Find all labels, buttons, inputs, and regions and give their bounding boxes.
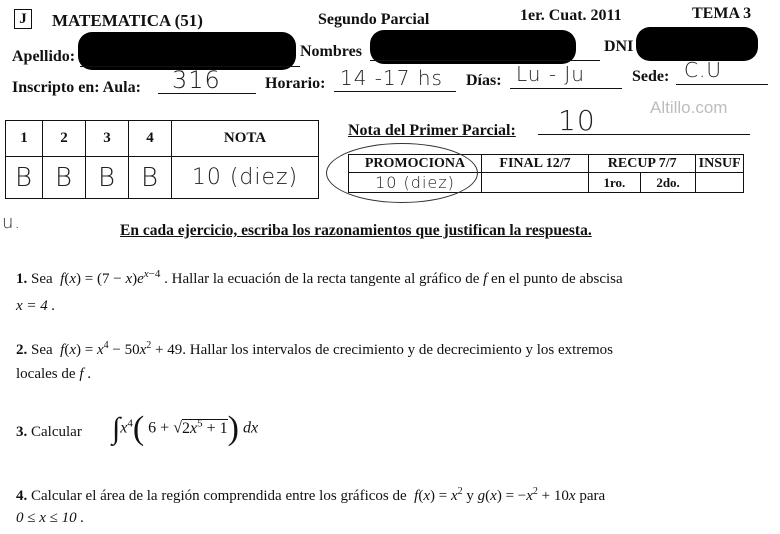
tema-letter-box [14,9,32,29]
watermark-text: Altillo.com [650,98,728,117]
exercise-4-number: 4. [16,488,28,504]
nombres-label: Nombres [300,43,362,60]
exercise-4-text: Calcular el área de la región comprendida entre los gráficos de [31,488,407,504]
grade-ex2[interactable]: B [43,157,86,199]
grades-header-nota: NOTA [172,121,319,157]
grades-header-1: 1 [6,121,43,157]
apellido-label: Apellido: [12,48,76,65]
instruction-text: En cada ejercicio, escriba los razonamientos que justifican la respuesta. [120,222,592,239]
dias-label: Días: [466,72,502,89]
exercise-2-text: . Hallar los intervalos de crecimiento y de decrecimiento y los extremos [182,342,613,358]
dias-line [510,88,622,89]
dni-label: DNI [604,38,634,55]
exercise-4-f: $f(x) = x^2$ [410,486,463,504]
exercise-4-g: $g(x) = -x^2 + 10x$ [477,486,576,504]
status-header-final: FINAL 12/7 [482,155,589,173]
redacted-apellido [78,32,296,70]
exercise-2-dot: . [87,366,91,382]
exercise-2-formula: $f(x) = x^4 - 50x^2 + 49$ [56,340,183,358]
grades-header-3: 3 [86,121,129,157]
first-partial-line [538,134,750,135]
promociona-circle [326,143,478,203]
inscripto-label: Inscripto en: Aula: [12,79,141,96]
grade-ex4[interactable]: B [129,157,172,199]
redacted-dni [636,27,758,61]
grade-ex3[interactable]: B [86,157,129,199]
exercise-1-text: . Hallar la ecuación de la recta tangente al gráfico de [164,271,480,287]
horario-value[interactable]: 14 -17 hs [340,66,443,90]
status-recup-1ro[interactable]: 1ro. [589,173,641,193]
exercise-1-number: 1. [16,271,28,287]
exercise-4-condition: 0 ≤ x ≤ 10 . [16,510,85,526]
status-recup-2do[interactable]: 2do. [640,173,696,193]
exercise-1-sea: Sea [31,271,53,287]
exercise-1-f: f [483,271,488,287]
status-header-recup: RECUP 7/7 [589,155,696,173]
dias-value[interactable]: Lu - Ju [516,62,585,86]
exam-name: Segundo Parcial [318,11,430,28]
margin-mark: u. [2,212,22,233]
status-promociona-value[interactable]: 10 (diez) [349,173,482,193]
exercise-2-sea: Sea [31,342,53,358]
aula-line [158,93,256,94]
subject-title: MATEMATICA (51) [52,11,203,30]
exam-term: 1er. Cuat. 2011 [520,7,622,24]
exercise-3-integral: $\int x^4$( $6 + √2x^5 + 1$) dx [112,410,259,447]
exercise-1-condition: x = 4 . [16,298,56,314]
first-partial-value[interactable]: 10 [558,104,596,137]
exercise-3-number: 3. [16,424,28,440]
first-partial-label: Nota del Primer Parcial: [348,122,516,139]
grades-header-2: 2 [43,121,86,157]
exercise-1-text2: en el punto de abscisa [491,271,623,287]
exercise-4 [16,486,605,505]
tema-letter: J [19,11,27,27]
exercise-2 [16,340,613,359]
status-header-promociona: PROMOCIONA [349,155,482,173]
exercise-2-f: f [79,366,84,382]
exercise-4-y: y [466,488,474,504]
sede-label: Sede: [632,68,670,85]
exercise-1-formula: $f(x) = (7 - x)e^{x-4}$ [56,268,161,287]
nombres-line[interactable] [370,60,600,61]
grade-nota[interactable]: 10 (diez) [172,157,319,199]
sede-value[interactable]: C.U [684,58,722,82]
horario-line [334,91,456,92]
exercise-2-number: 2. [16,342,28,358]
exercise-2-locales: locales de [16,366,76,382]
grades-table [5,120,319,199]
grade-ex1[interactable]: B [6,157,43,199]
exercise-3 [16,424,82,441]
exercise-4-para: para [579,488,606,504]
horario-label: Horario: [265,75,326,92]
tema-number: TEMA 3 [692,5,752,22]
redacted-nombres [370,30,576,64]
exercise-1 [16,268,623,288]
status-header-insuf: INSUF [696,155,744,173]
status-final-cell[interactable] [482,173,589,193]
status-insuf-cell[interactable] [696,173,744,193]
aula-value[interactable]: 316 [172,66,221,94]
exercise-3-text: Calcular [31,424,82,440]
exercise-2-line2 [16,366,91,383]
grades-header-4: 4 [129,121,172,157]
sede-line [676,84,768,85]
